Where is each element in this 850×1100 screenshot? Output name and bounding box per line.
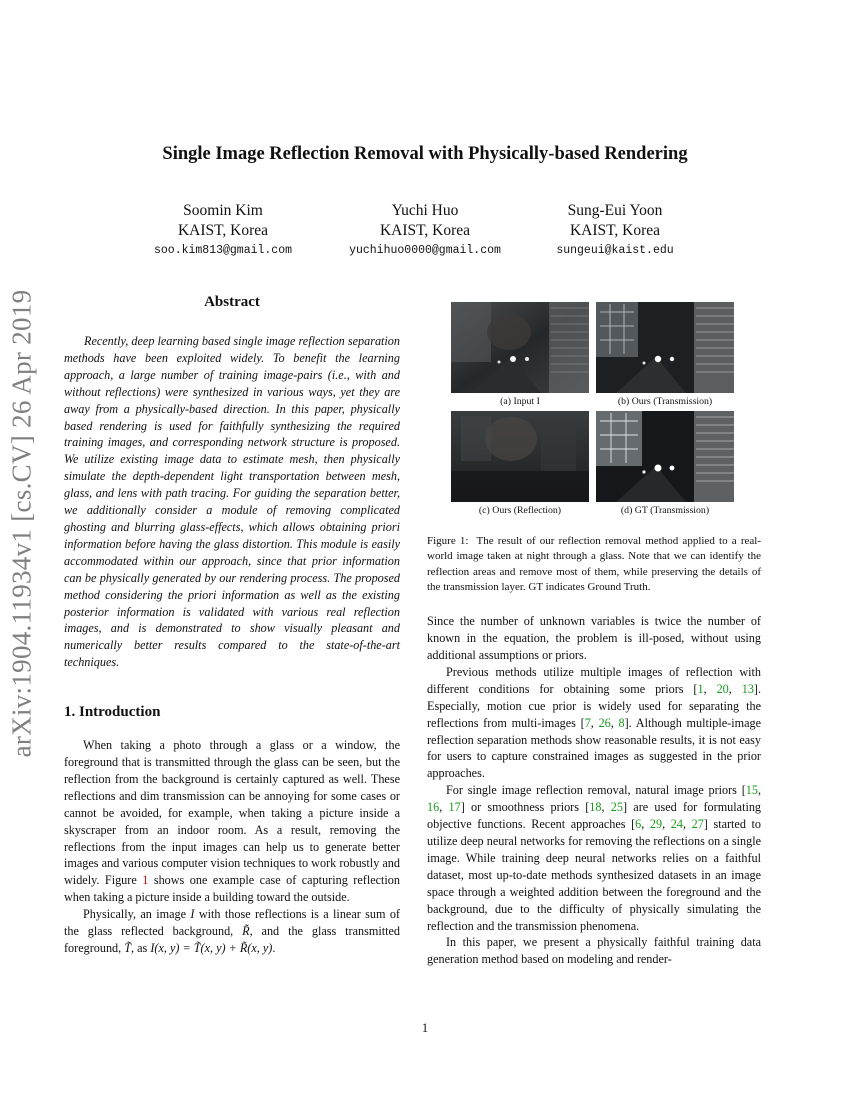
author-affiliation: KAIST, Korea <box>379 222 471 239</box>
arxiv-stamp <box>2 289 42 757</box>
citation-link[interactable]: 18 <box>589 800 602 815</box>
author-email: yuchihuo0000@gmail.com <box>349 244 501 257</box>
text-span: , <box>439 800 449 815</box>
night-scene-image <box>451 302 589 393</box>
panel-caption: (a) Input I <box>500 396 540 407</box>
figure-label: Figure 1: <box>427 535 469 547</box>
math-symbol: T̃ <box>124 941 132 955</box>
reflection-output-image <box>451 411 589 502</box>
paper-title: Single Image Reflection Removal with Physically-based Rendering <box>162 144 688 164</box>
panel-caption: (c) Ours (Reflection) <box>478 505 562 516</box>
abstract-text: Recently, deep learning based single image reflection separation methods have been exploited widely. To benefit the learning approach, a large number of training image-pairs (i.e., with and without reflections) were synthesized in various ways, yet they are away from a physically-based direction. In this paper, physically based rendering is used for faithfully synthesizing the required training images, and corresponding network structure is proposed. We utilize existing image data to estimate mesh, then physically simulate the depth-dependent light transportation between mesh, glass, and lens with path tracing. For guiding the separation better, we additionally consider a module of removing complicated ghosting and blurring glass-effects, which allows obtaining priori information before having the glass distortion. This module is easily accommodated within our approach, since that prior information can be physically generated by our rendering process. The proposed method considering the priori information as well as the existing posterior information is validated with various real reflection images, and is demonstrated to show visually pleasant and numerically better results compared to the state-of-the-art techniques. <box>64 334 400 670</box>
math-symbol: R̃ <box>242 924 250 939</box>
author-affiliation: KAIST, Korea <box>569 222 661 239</box>
transmission-output-image <box>596 302 734 393</box>
page-number: 1 <box>421 1021 429 1035</box>
text-span: Previous methods utilize multiple images of reflection with different conditions for obtaining some priors [ <box>427 664 761 696</box>
citation-link[interactable]: 7 <box>584 715 591 730</box>
author-block <box>0 201 850 261</box>
figure-panel-b <box>596 302 734 407</box>
text-span: , <box>728 681 742 696</box>
citation-link[interactable]: 26 <box>598 715 611 730</box>
citation-link[interactable]: 8 <box>618 715 625 730</box>
text-span: , and the glass transmitted foreground, <box>64 924 400 955</box>
text-span: , <box>641 817 650 832</box>
text-span: ] started to utilize deep neural networks for removing the reflections on a single image. While training deep neural networks relies on a faithful dataset, most up-to-date methods synthesized datasets in an image space through a weighted addition between the foreground and the background, due to the difficulty of physically simulating the reflection and the transmission phenomena. <box>427 817 762 933</box>
intro-paragraph-2 <box>64 906 400 957</box>
citation-link[interactable]: 1 <box>697 681 704 696</box>
math-symbol: I <box>190 907 195 922</box>
citation-link[interactable]: 29 <box>649 817 663 832</box>
citation-link[interactable]: 16 <box>427 800 440 815</box>
introduction-heading: 1. Introduction <box>64 704 161 721</box>
panel-caption: (d) GT (Transmission) <box>620 505 710 516</box>
text-span: When taking a photo through a glass or a window, the foreground that is transmitted through the glass can be seen, but the reflection from the background is certainly captured as well. These reflections and dim transmission can be annoying for some cases or cannot be avoided, for example, when taking a picture inside a skyscraper from an indoor room. As a result, removing the reflections from the input images can help us to generate better images and various computer vision techniques to work robustly and widely. Figure <box>64 738 400 888</box>
text-span: , <box>682 817 692 832</box>
citation-link[interactable]: 27 <box>691 817 704 832</box>
text-span: ] are used for formulating objective functions. Recent approaches [ <box>427 800 762 832</box>
author-email: soo.kim813@gmail.com <box>153 244 293 257</box>
citation-link[interactable]: 13 <box>741 681 754 696</box>
author-name: Soomin Kim <box>183 202 263 219</box>
citation-link[interactable]: 17 <box>448 800 461 815</box>
text-span: , <box>703 681 717 696</box>
left-column <box>64 294 400 957</box>
citation-link[interactable]: 20 <box>716 681 729 696</box>
intro-paragraph-1 <box>64 737 400 906</box>
abstract-heading: Abstract <box>204 294 260 310</box>
panel-caption: (b) Ours (Transmission) <box>617 396 713 407</box>
ground-truth-image <box>596 411 734 502</box>
text-span: with those reflections is a linear sum of the glass reflected background, <box>64 907 400 939</box>
text-span: . <box>272 941 276 955</box>
author-3 <box>500 201 730 261</box>
text-span: ] or smoothness priors [ <box>460 800 590 815</box>
right-column <box>427 298 761 968</box>
author-name: Sung-Eui Yoon <box>567 202 663 219</box>
text-span: , <box>601 800 611 815</box>
text-span: For single image reflection removal, natural image priors [ <box>446 783 746 798</box>
equation: I(x, y) = T̃(x, y) + R̃(x, y) <box>150 941 273 955</box>
text-span: , <box>662 817 671 832</box>
figure-panel-a <box>451 302 589 407</box>
citation-link[interactable]: 25 <box>610 800 623 815</box>
text-span: ]. Although multiple-image reflection separation methods show reasonable results, it is not easy for users to capture constrained images as suggested in the prior approaches. <box>427 715 762 781</box>
text-span: , <box>590 715 599 730</box>
right-paragraph-2 <box>427 664 761 782</box>
figure-caption-text: The result of our reflection removal method applied to a real-world image taken at night through a glass. Note that we can identify the reflection areas and remove most of them, while preserving the details of the transmission layer. GT indicates Ground Truth. <box>427 535 761 593</box>
citation-link[interactable]: 24 <box>670 817 683 832</box>
text-span: , <box>610 715 619 730</box>
text-span: Physically, an image <box>83 907 191 922</box>
night-scene-image <box>451 411 589 502</box>
night-scene-image <box>596 302 734 393</box>
text-span: , <box>757 783 761 798</box>
author-name: Yuchi Huo <box>391 202 459 219</box>
arxiv-stamp-text: arXiv:1904.11934v1 [cs.CV] 26 Apr 2019 <box>6 289 37 757</box>
author-1 <box>108 201 338 261</box>
text-span: , as <box>131 941 151 955</box>
citation-link[interactable]: 6 <box>635 817 642 832</box>
figure-1 <box>427 298 761 520</box>
figure-panel-c <box>451 411 589 516</box>
text-span: shows one example case of capturing reflection when taking a picture inside a building toward the outside. <box>64 873 400 905</box>
right-paragraph-4: In this paper, we present a physically faithful training data generation method based on modeling and render- <box>427 935 761 967</box>
figure-panel-d <box>596 411 734 516</box>
input-image <box>451 302 589 393</box>
right-paragraph-3 <box>427 782 761 934</box>
figure-1-caption <box>427 534 761 595</box>
figure-ref-link[interactable]: 1 <box>142 873 149 888</box>
night-scene-image <box>596 411 734 502</box>
right-paragraph-1: Since the number of unknown variables is twice the number of known in the equation, the problem is ill-posed, without using additional assumptions or priors. <box>427 614 761 662</box>
text-span: ]. Especially, motion cue prior is widely used for separating the reflections from multi-images [ <box>427 681 762 730</box>
citation-link[interactable]: 15 <box>745 783 758 798</box>
author-affiliation: KAIST, Korea <box>177 222 269 239</box>
author-email: sungeui@kaist.edu <box>556 244 674 257</box>
